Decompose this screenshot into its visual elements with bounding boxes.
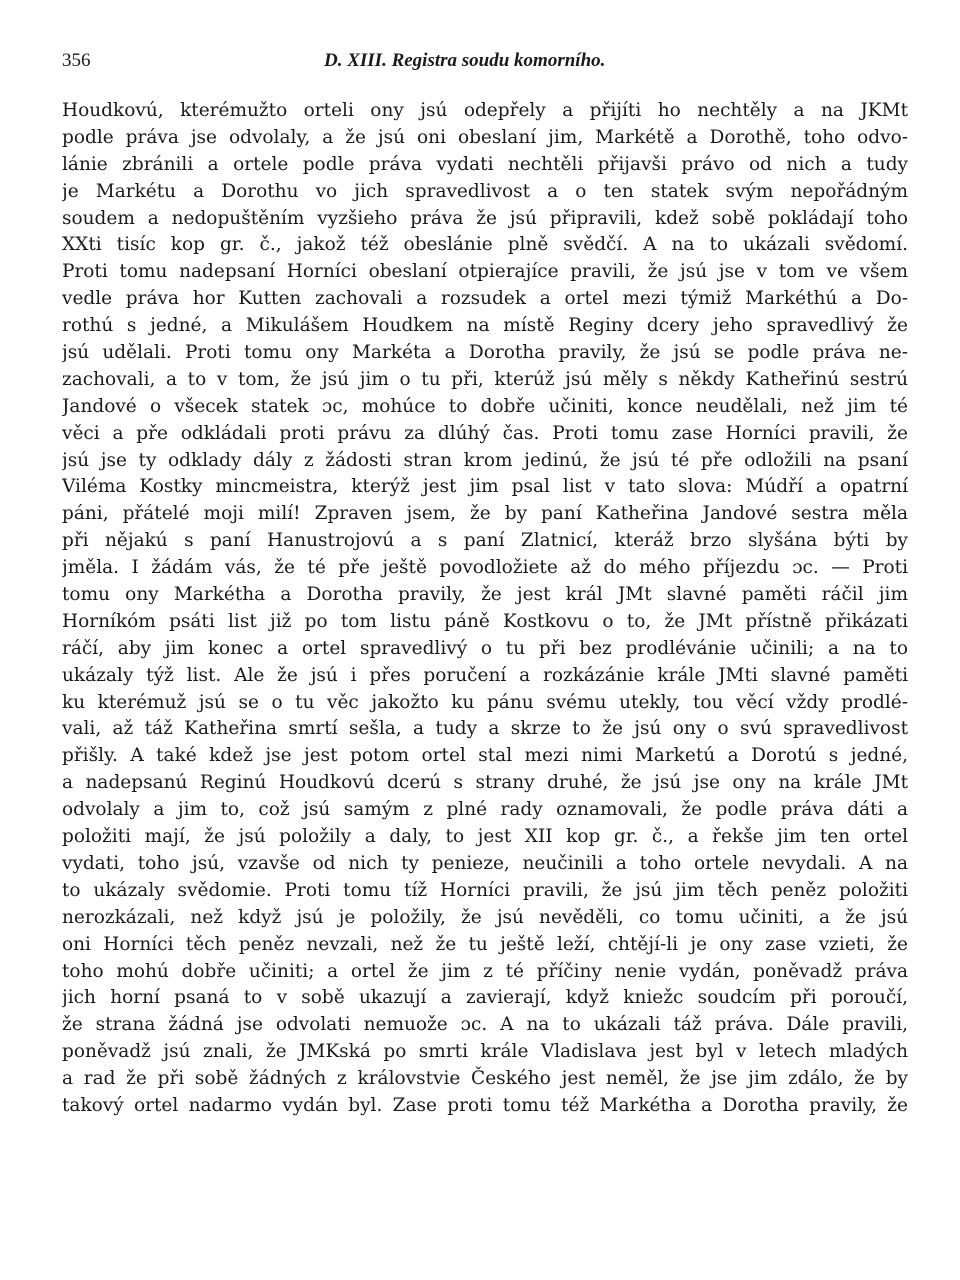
- text-line: při nějakú s paní Hanustrojovú a s paní Zlatnicí, kteráž brzo slyšána býti by: [62, 530, 908, 552]
- text-line: to ukázaly svědomie. Proti tomu tíž Horníci pravili, že jsú jim těch peněz položiti: [62, 879, 908, 901]
- text-line: odvolaly a jim to, což jsú samým z plné rady oznamovali, že podle práva dáti a: [62, 799, 908, 821]
- text-line: lánie zbránili a ortele podle práva vydati nechtěli přijavši právo od nich a tudy: [62, 153, 908, 175]
- text-line: a nadepsanú Reginú Houdkovú dcerú s strany druhé, že jsú jse ony na krále JMt: [62, 772, 908, 794]
- text-line: zachovali, a to v tom, že jsú jim o tu při, kterúž jsú měly s někdy Katheřinú sestrú: [62, 368, 908, 390]
- text-line: soudem a nedopuštěním vyzšieho práva že jsú připravili, kdež sobě pokládají toho: [62, 207, 908, 229]
- text-line: toho mohú dobře učiniti; a ortel že jim z té příčiny nenie vydán, poněvadž práva: [62, 960, 908, 982]
- text-line: že strana žádná jse odvolati nemuože ɔc. A na to ukázali táž práva. Dále pravili,: [62, 1014, 908, 1036]
- text-line: položiti mají, že jsú položily a daly, to jest XII kop gr. č., a řekše jim ten ortel: [62, 826, 908, 848]
- text-line: je Markétu a Dorothu vo jich spravedlivost a o ten statek svým nepořádným: [62, 180, 908, 202]
- text-line: ukázaly týž list. Ale že jsú i přes poručení a rozkázánie krále JMti slavné paměti: [62, 664, 908, 686]
- text-line: tomu ony Markétha a Dorotha pravily, že jest král JMt slavné paměti ráčil jim: [62, 584, 908, 606]
- text-line: vydati, toho jsú, vzavše od nich ty penieze, neučinili a toho ortele nevydali. A na: [62, 852, 908, 874]
- text-line: Houdkovú, kterémužto orteli ony jsú odepřely a přijíti ho nechtěly a na JKMt: [62, 100, 908, 121]
- text-line: věci a pře odkládali proti právu za dlúhý čas. Proti tomu zase Horníci pravili, že: [62, 422, 908, 444]
- body-text: [62, 98, 908, 1120]
- text-line: poněvadž jsú znali, že JMKská po smrti krále Vladislava jest byl v letech mladých: [62, 1041, 908, 1063]
- text-line: jsú udělali. Proti tomu ony Markéta a Dorotha pravily, že jsú se podle práva ne-: [62, 342, 908, 364]
- text-line: rothú s jedné, a Mikulášem Houdkem na místě Reginy dcery jeho spravedlivý že: [62, 315, 908, 337]
- text-line: nerozkázali, než když jsú je položily, že jsú nevěděli, co tomu učiniti, a že jsú: [62, 906, 908, 928]
- page-header: [62, 50, 908, 80]
- text-line: vali, až táž Katheřina smrtí sešla, a tudy a skrze to že jsú ony o svú spravedlivost: [62, 718, 908, 740]
- text-line: takový ortel nadarmo vydán byl. Zase proti tomu též Markétha a Dorotha pravily, že: [62, 1094, 908, 1116]
- text-line: jměla. I žádám vás, že té pře ještě povodložiete až do mého příjezdu ɔc. — Proti: [62, 557, 908, 579]
- text-line: oni Horníci těch peněz nevzali, než že tu ještě leží, chtějí-li je ony zase vzieti, že: [62, 933, 908, 955]
- text-line: jsú jse ty odklady dály z žádosti stran krom jedinú, že jsú té pře odložili na psaní: [62, 449, 908, 471]
- text-line: Proti tomu nadepsaní Horníci obeslaní otpierajíce pravili, že jsú jse v tom ve všem: [62, 261, 908, 283]
- text-line: a rad že při sobě žádných z královstvie Českého jest neměl, že jse jim zdálo, že by: [62, 1068, 908, 1090]
- text-line: páni, přátelé moji milí! Zpraven jsem, že by paní Katheřina Jandové sestra měla: [62, 503, 908, 525]
- running-head: D. XIII. Registra soudu komorního.: [324, 50, 606, 71]
- text-line: vedle práva hor Kutten zachovali a rozsudek a ortel mezi týmiž Markéthú a Do-: [62, 288, 908, 310]
- text-line: jich horní psaná to v sobě ukazují a zavierají, když kniežc soudcím při poroučí,: [62, 987, 908, 1009]
- text-line: ráčí, aby jim konec a ortel spravedlivý o tu při bez prodlévánie učinili; a na to: [62, 637, 908, 659]
- text-line: Horníkóm psáti list již po tom listu páně Kostkovu o to, že JMt přístně přikázati: [62, 610, 908, 632]
- text-line: Jandové o všecek statek ɔc, mohúce to dobře učiniti, konce neudělali, než jim té: [62, 395, 908, 417]
- text-line: podle práva jse odvolaly, a že jsú oni obeslaní jim, Markétě a Dorothě, toho odvo-: [62, 126, 908, 148]
- text-line: ku kterémuž jsú se o tu věc jakožto ku pánu svému utekly, tou věcí vždy prodlé-: [62, 691, 908, 713]
- text-line: XXti tisíc kop gr. č., jakož též obeslánie plně svědčí. A na to ukázali svědomí.: [62, 234, 908, 256]
- page-number: 356: [62, 50, 91, 71]
- text-line: přišly. A také kdež jse jest potom ortel stal mezi nimi Marketú a Dorotú s jedné,: [62, 745, 908, 767]
- text-line: Viléma Kostky mincmeistra, kterýž jest jim psal list v tato slova: Múdří a opatrní: [62, 476, 908, 498]
